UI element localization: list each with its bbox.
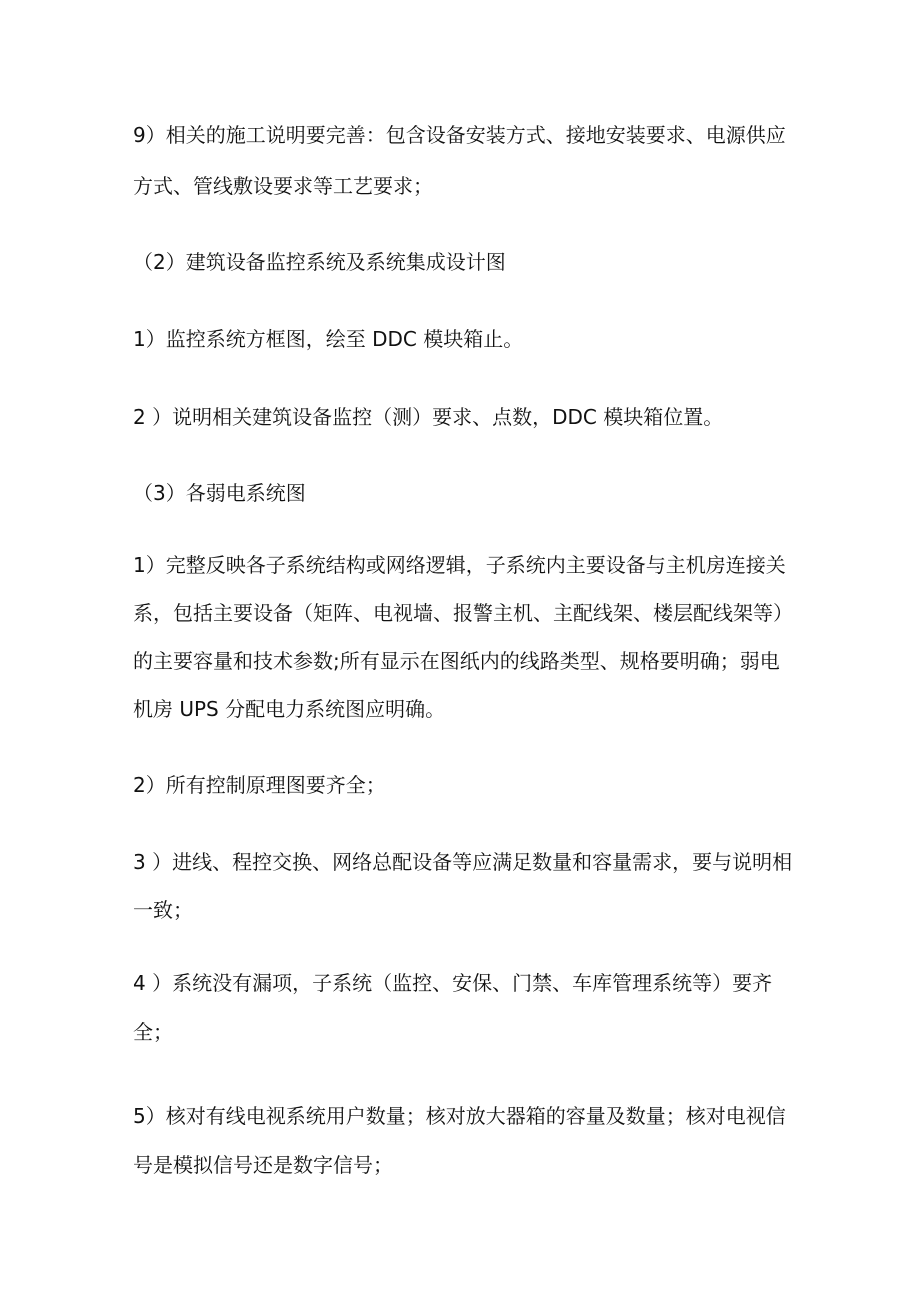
paragraph-line-13: 全； — [133, 1020, 173, 1044]
paragraph-line-7: 的主要容量和技术参数;所有显示在图纸内的线路类型、规格要明确；弱电 — [133, 649, 780, 673]
paragraph-line-11: 一致； — [133, 898, 193, 922]
paragraph-line-15: 号是模拟信号还是数字信号； — [133, 1153, 393, 1177]
paragraph-line-14: 5）核对有线电视系统用户数量；核对放大器箱的容量及数量；核对电视信 — [133, 1104, 786, 1128]
paragraph-line-1: 9）相关的施工说明要完善：包含设备安装方式、接地安装要求、电源供应 — [133, 123, 786, 147]
paragraph-line-6: 系，包括主要设备（矩阵、电视墙、报警主机、主配线架、楼层配线架等） — [133, 601, 793, 625]
paragraph-line-2: 方式、管线敷设要求等工艺要求； — [133, 174, 433, 198]
paragraph-line-10: 3 ）进线、程控交换、网络总配设备等应满足数量和容量需求，要与说明相 — [133, 850, 793, 874]
section-heading-3: （3）各弱电系统图 — [133, 481, 306, 505]
paragraph-line-5: 1）完整反映各子系统结构或网络逻辑，子系统内主要设备与主机房连接关 — [133, 553, 786, 577]
paragraph-line-9: 2）所有控制原理图要齐全； — [133, 773, 386, 797]
section-heading-2: （2）建筑设备监控系统及系统集成设计图 — [133, 250, 506, 274]
paragraph-line-4: 2 ）说明相关建筑设备监控（测）要求、点数，DDC 模块箱位置。 — [133, 405, 724, 429]
paragraph-line-8: 机房 UPS 分配电力系统图应明确。 — [133, 697, 446, 721]
paragraph-line-3: 1）监控系统方框图，绘至 DDC 模块箱止。 — [133, 327, 524, 351]
paragraph-line-12: 4 ）系统没有漏项，子系统（监控、安保、门禁、车库管理系统等）要齐 — [133, 971, 773, 995]
